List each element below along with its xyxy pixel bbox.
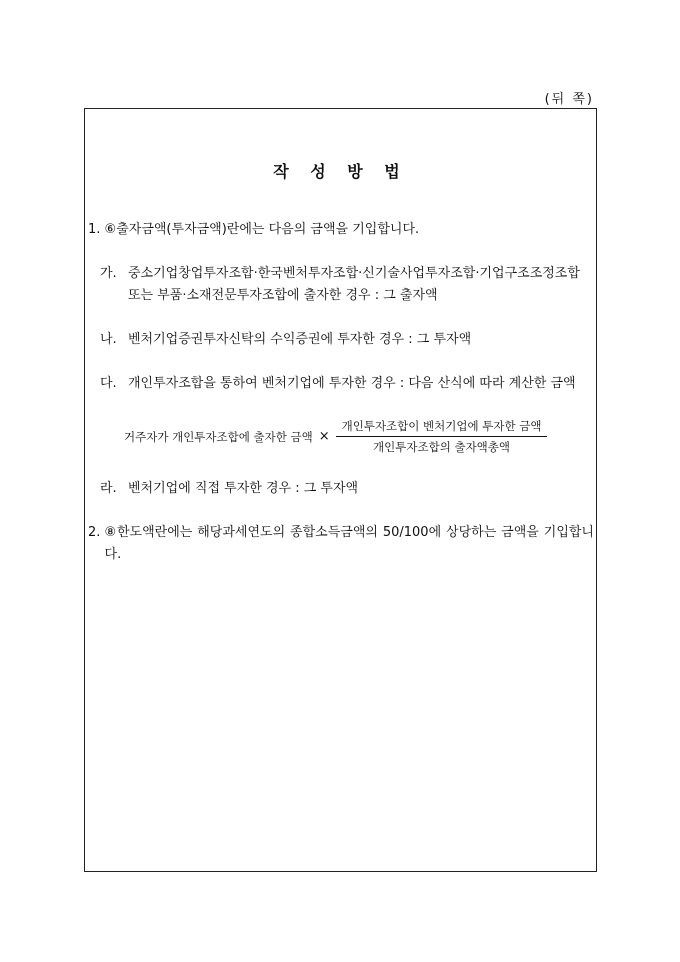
- subitem-number: 다.: [100, 376, 117, 391]
- document-frame: [84, 108, 597, 872]
- document-title: 작 성 방 법: [273, 162, 408, 181]
- item-text: ⑧한도액란에는 해당과세연도의 종합소득금액의 50/100에 상당하는 금액을 기입합니다.: [104, 525, 594, 562]
- instruction-item-1: [88, 219, 594, 241]
- subitem-na: [88, 329, 594, 351]
- instructions-content: [88, 219, 594, 566]
- subitem-number: 라.: [100, 481, 117, 496]
- item-number: 1.: [88, 222, 105, 237]
- formula-operator: ×: [318, 428, 330, 444]
- fraction-numerator: 개인투자조합이 벤처기업에 투자한 금액: [336, 417, 548, 437]
- instruction-item-2: [88, 522, 594, 566]
- formula-fraction: [336, 417, 548, 456]
- subitem-text: 벤처기업에 직접 투자한 경우 : 그 투자액: [128, 481, 359, 496]
- subitem-number: 나.: [100, 332, 117, 347]
- subitem-ra: [88, 478, 594, 500]
- item-number: 2.: [88, 525, 105, 540]
- subitem-ga: [88, 263, 594, 307]
- page-side-label: (뒤 쪽): [544, 92, 594, 107]
- calculation-formula: [88, 417, 594, 456]
- subitem-text: 중소기업창업투자조합·한국벤처투자조합·신기술사업투자조합·기업구조조정조합 또는 부품·소재전문투자조합에 출자한 경우 : 그 출자액: [128, 266, 580, 303]
- formula-left-term: 거주자가 개인투자조합에 출자한 금액: [124, 429, 313, 444]
- fraction-denominator: 개인투자조합의 출자액총액: [373, 440, 511, 454]
- subitem-text: 벤처기업증권투자신탁의 수익증권에 투자한 경우 : 그 투자액: [128, 332, 472, 347]
- subitem-number: 가.: [100, 266, 117, 281]
- item-text: ⑥출자금액(투자금액)란에는 다음의 금액을 기입합니다.: [104, 222, 420, 237]
- subitem-text: 개인투자조합을 통하여 벤처기업에 투자한 경우 : 다음 산식에 따라 계산한 금액: [128, 376, 576, 391]
- subitem-da: [88, 373, 594, 395]
